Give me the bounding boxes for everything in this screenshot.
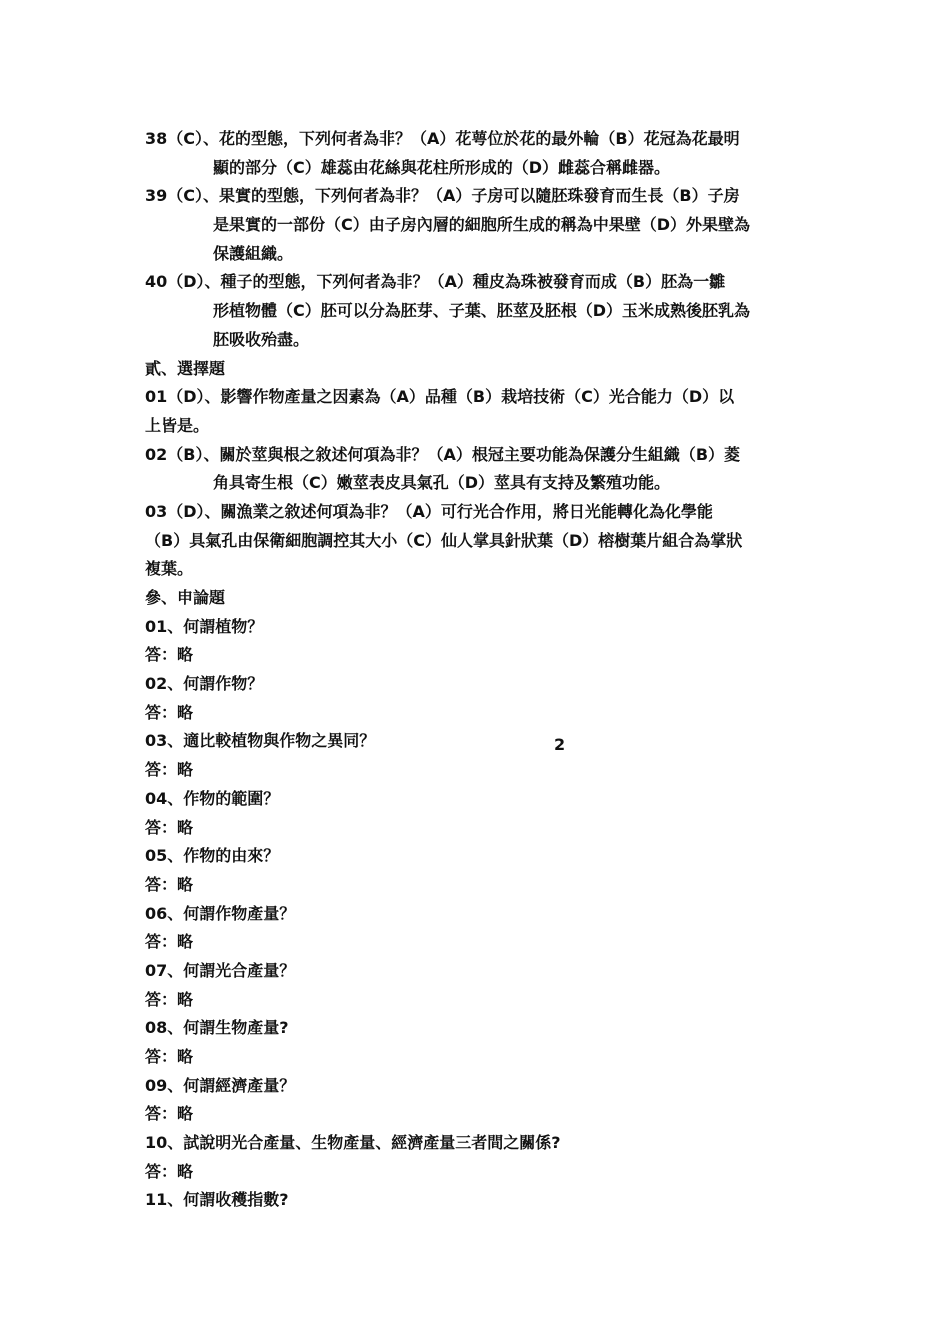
text-line: 06、何謂作物產量？ — [145, 903, 296, 923]
page-number: 2 — [554, 735, 566, 754]
text-line: 答：略 — [145, 932, 194, 952]
text-line: （B）具氣孔由保衛細胞調控其大小（C）仙人掌具針狀葉（D）榕樹葉片組合為掌狀 — [145, 530, 743, 550]
text-line: 39（C）、果實的型態，下列何者為非？（A）子房可以隨胚珠發育而生長（B）子房 — [145, 186, 740, 206]
text-line: 上皆是。 — [145, 415, 210, 435]
text-line: 02、何謂作物？ — [145, 674, 264, 694]
text-line: 08、何謂生物產量? — [145, 1018, 289, 1038]
text-line: 答：略 — [145, 817, 194, 837]
text-line: 是果實的一部份（C）由子房內層的細胞所生成的稱為中果壁（D）外果壁為 — [213, 215, 751, 235]
text-line: 胚吸收殆盡。 — [213, 329, 310, 349]
text-line: 03、適比較植物與作物之異同？ — [145, 731, 376, 751]
text-line: 答：略 — [145, 989, 194, 1009]
text-line: 形植物體（C）胚可以分為胚芽、子葉、胚莖及胚根（D）玉米成熟後胚乳為 — [213, 301, 751, 321]
text-line: 02（B）、關於莖與根之敘述何項為非？（A）根冠主要功能為保護分生組織（B）菱 — [145, 444, 741, 464]
text-line: 顯的部分（C）雄蕊由花絲與花柱所形成的（D）雌蕊合稱雌器。 — [213, 157, 671, 177]
text-line: 複葉。 — [145, 559, 194, 579]
text-line: 貳、選擇題 — [145, 358, 226, 378]
text-line: 角具寄生根（C）嫩莖表皮具氣孔（D）莖具有支持及繁殖功能。 — [213, 473, 671, 493]
text-line: 10、試說明光合產量、生物產量、經濟產量三者間之關係? — [145, 1133, 561, 1153]
text-line: 答：略 — [145, 874, 194, 894]
text-line: 05、作物的由來？ — [145, 846, 280, 866]
document-body — [145, 125, 810, 1215]
text-line: 03（D）、關漁業之敘述何項為非？（A）可行光合作用，將日光能轉化為化學能 — [145, 501, 713, 521]
text-line: 04、作物的範圍？ — [145, 788, 280, 808]
text-line: 參、申論題 — [145, 588, 226, 607]
text-line: 保護組織。 — [213, 243, 294, 263]
text-line: 38（C）、花的型態，下列何者為非？（A）花萼位於花的最外輪（B）花冠為花最明 — [145, 129, 740, 148]
text-line: 01（D）、影響作物產量之因素為（A）品種（B）栽培技術（C）光合能力（D）以 — [145, 387, 735, 407]
text-line: 09、何謂經濟產量？ — [145, 1075, 296, 1095]
text-line: 答：略 — [145, 1104, 194, 1124]
text-line: 40（D）、種子的型態，下列何者為非？（A）種皮為珠被發育而成（B）胚為一雛 — [145, 272, 726, 292]
text-line: 答：略 — [145, 1161, 194, 1181]
text-line: 01、何謂植物？ — [145, 616, 264, 636]
text-line: 07、何謂光合產量？ — [145, 960, 296, 980]
text-line: 答：略 — [145, 702, 194, 722]
text-line: 11、何謂收穫指數? — [145, 1190, 289, 1210]
text-line: 答：略 — [145, 645, 194, 665]
text-line: 答：略 — [145, 1047, 194, 1066]
text-line: 答：略 — [145, 760, 194, 780]
